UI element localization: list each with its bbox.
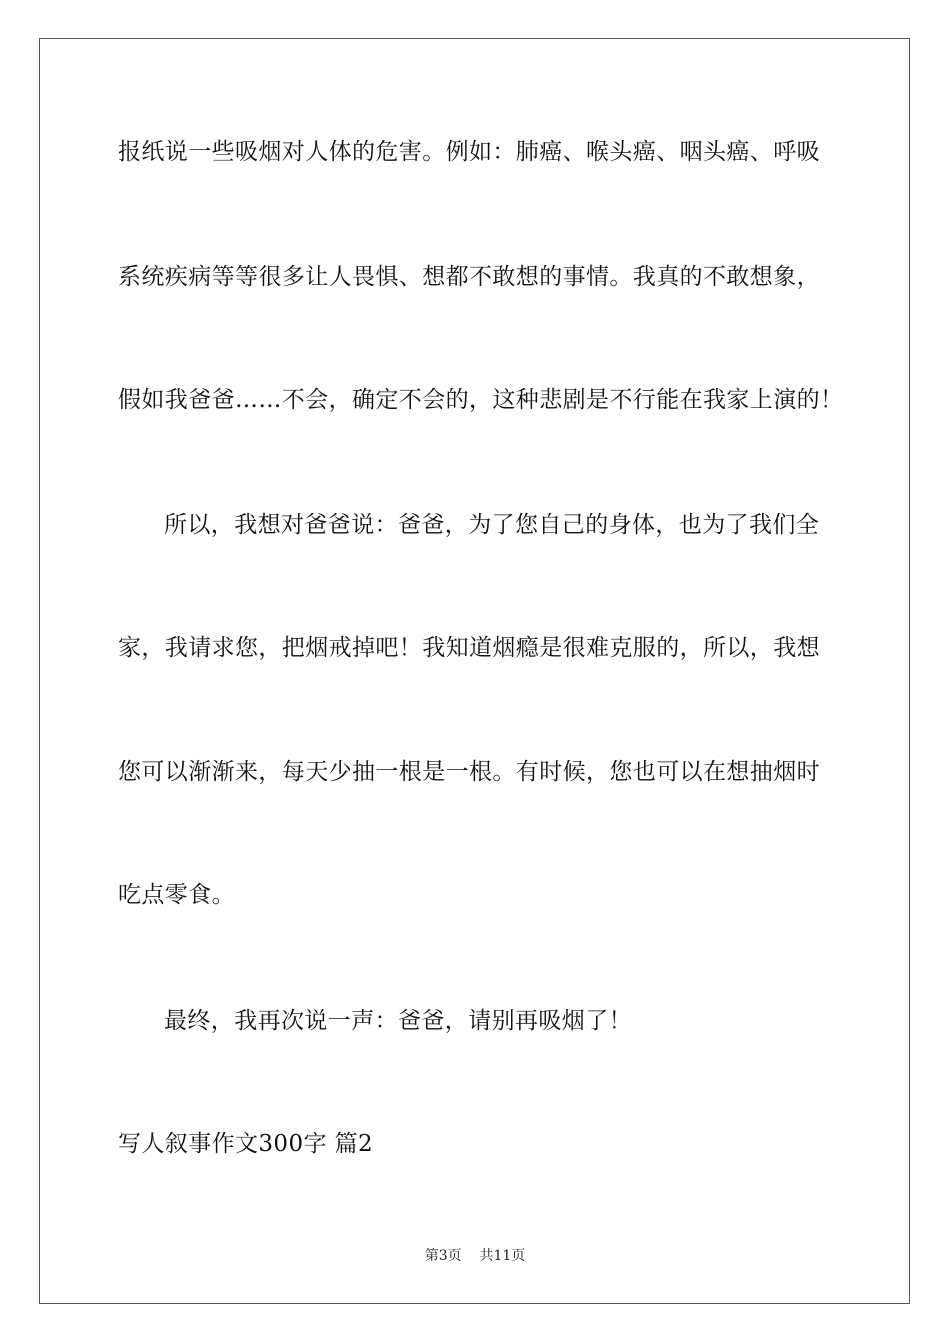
body-text-line: 您可以渐渐来，每天少抽一根是一根。有时候，您也可以在想抽烟时 xyxy=(118,759,820,785)
body-text-line: 吃点零食。 xyxy=(118,882,235,908)
paragraph-start-line: 所以，我想对爸爸说：爸爸，为了您自己的身体，也为了我们全 xyxy=(164,512,820,538)
body-text-line: 报纸说一些吸烟对人体的危害。例如：肺癌、喉头癌、咽头癌、呼吸 xyxy=(118,139,820,165)
page-number-indicator: 第3页 共11页 xyxy=(424,1248,526,1264)
body-text-line: 系统疾病等等很多让人畏惧、想都不敢想的事情。我真的不敢想象， xyxy=(118,264,820,290)
body-text-line: 假如我爸爸……不会，确定不会的，这种悲剧是不行能在我家上演的！ xyxy=(118,387,844,413)
section-heading: 写人叙事作文300字 篇2 xyxy=(118,1131,374,1157)
body-text-line: 家，我请求您，把烟戒掉吧！我知道烟瘾是很难克服的，所以，我想 xyxy=(118,635,820,661)
page-frame xyxy=(39,38,910,1304)
paragraph-start-line: 最终，我再次说一声：爸爸，请别再吸烟了！ xyxy=(164,1008,632,1034)
page-footer xyxy=(0,1247,950,1265)
